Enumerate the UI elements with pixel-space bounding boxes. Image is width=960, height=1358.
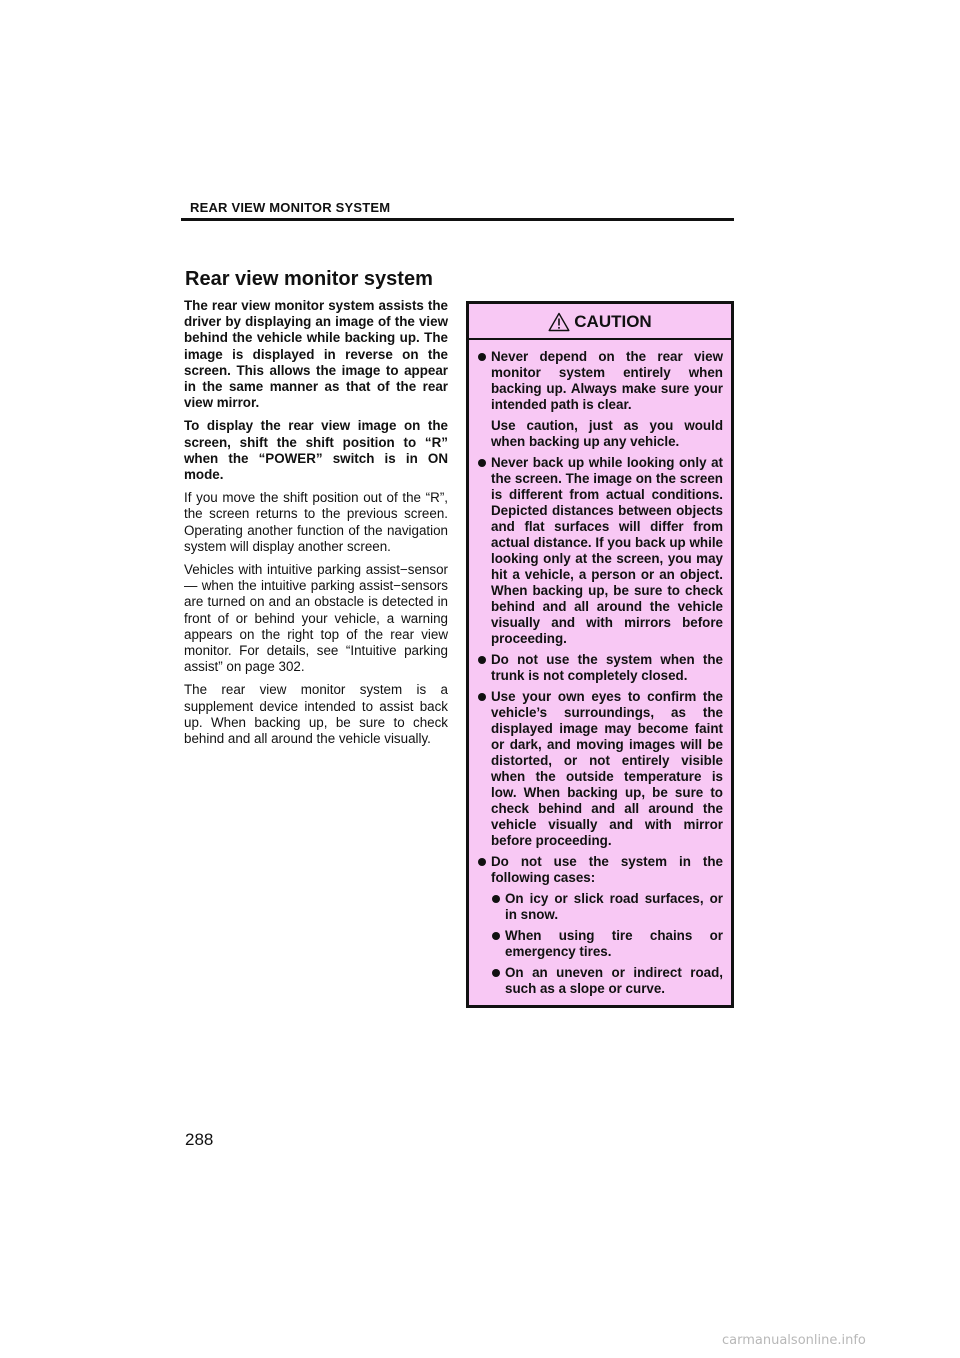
running-head: REAR VIEW MONITOR SYSTEM: [190, 200, 391, 215]
caution-sub-item-text: On icy or slick road surfaces, or in snow.: [505, 891, 723, 922]
caution-header: [469, 304, 731, 340]
caution-item-text: Never back up while looking only at the screen. The image on the screen is different from actual conditions. Depicted distances between objects and flat surfaces will differ from actual distance. If you back up while looking only at the screen, you may hit a vehicle, a person or an object. When backing up, be sure to check behind and all around the vehicle visually and with mirrors before proceeding.: [491, 455, 723, 646]
caution-sub-item-text: When using tire chains or emergency tires.: [505, 928, 723, 959]
header-rule: [181, 218, 734, 221]
caution-item-text: Never depend on the rear view monitor system entirely when backing up. Always make sure your intended path is clear.: [491, 349, 723, 412]
bullet-icon: [478, 656, 486, 664]
caution-box: [466, 301, 734, 1008]
caution-item: [477, 652, 723, 684]
caution-label: CAUTION: [574, 312, 652, 331]
body-paragraph: To display the rear view image on the screen, shift the shift position to “R” when the “POWER” switch is in ON mode.: [184, 418, 448, 483]
caution-item: [477, 854, 723, 886]
body-paragraph: If you move the shift position out of the “R”, the screen returns to the previous screen. Operating another function of the navigation system will display another screen.: [184, 490, 448, 554]
caution-sub-item: [491, 928, 723, 960]
bullet-icon: [492, 932, 500, 940]
watermark: carmanualsonline.info: [722, 1333, 866, 1348]
caution-item: [477, 455, 723, 647]
bullet-icon: [478, 459, 486, 467]
bullet-icon: [478, 858, 486, 866]
body-paragraph: The rear view monitor system is a supplement device intended to assist back up. When backing up, be sure to check behind and all around the vehicle visually.: [184, 682, 448, 747]
body-paragraph: Vehicles with intuitive parking assist−sensor — when the intuitive parking assist−sensors are turned on and an obstacle is detected in front of or behind your vehicle, a warning appears on the right top of the rear view monitor. For details, see “Intuitive parking assist” on page 302.: [184, 562, 448, 675]
caution-sub-item-text: On an uneven or indirect road, such as a slope or curve.: [505, 965, 723, 996]
bullet-icon: [492, 895, 500, 903]
body-paragraph: The rear view monitor system assists the driver by displaying an image of the view behind the vehicle while backing up. The image is displayed in reverse on the screen. This allows the image to appear in the same manner as that of the rear view mirror.: [184, 298, 448, 411]
section-title: Rear view monitor system: [185, 268, 433, 290]
body-text-column: [184, 298, 448, 754]
caution-sub-item: [491, 965, 723, 997]
caution-item: [477, 689, 723, 849]
bullet-icon: [478, 693, 486, 701]
caution-item-text: Use your own eyes to confirm the vehicle’s surroundings, as the displayed image may become faint or dark, and moving images will be distorted, or not entirely visible when the outside temperature is low. When backing up, be sure to check behind and all around the vehicle visually and with mirror before proceeding.: [491, 689, 723, 848]
caution-sub-item: [491, 891, 723, 923]
bullet-icon: [478, 353, 486, 361]
caution-item-text: Do not use the system in the following cases:: [491, 854, 723, 885]
caution-item: [477, 349, 723, 413]
caution-body: [469, 340, 731, 997]
page-number: 288: [185, 1130, 214, 1149]
warning-triangle-icon: [548, 312, 570, 332]
caution-item-text: Do not use the system when the trunk is not completely closed.: [491, 652, 723, 683]
caution-note: Use caution, just as you would when backing up any vehicle.: [491, 418, 723, 449]
bullet-icon: [492, 969, 500, 977]
